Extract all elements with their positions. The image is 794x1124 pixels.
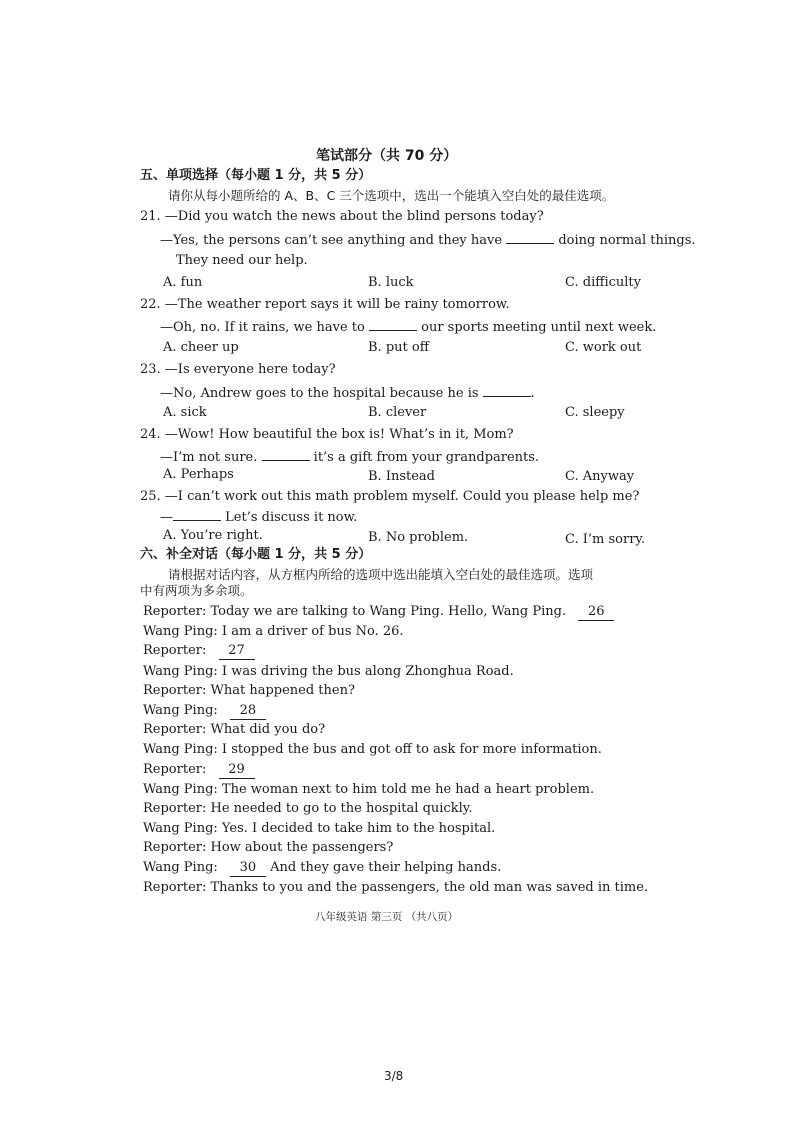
q24-answer-line [160, 448, 539, 466]
section-5-instruction: 请你从每小题所给的 A、B、C 三个选项中，选出一个能填入空白处的最佳选项。 [168, 188, 615, 203]
q22-answer-line [160, 318, 656, 336]
q21-line3: They need our help. [176, 253, 308, 268]
blank-26: 26 [578, 604, 614, 621]
dialogue-text-after: And they gave their helping hands. [270, 860, 502, 875]
q25-stem: 25. —I can’t work out this math problem myself. Could you please help me? [140, 489, 640, 504]
q22-option-b: B. put off [368, 340, 429, 355]
q23-stem: 23. —Is everyone here today? [140, 362, 336, 377]
dialogue-text: Wang Ping: [143, 860, 218, 875]
dialogue-line-7: Reporter: What did you do? [143, 722, 326, 737]
dialogue-line-14 [143, 860, 501, 877]
q23-option-a: A. sick [163, 405, 207, 420]
q22-blank [369, 318, 417, 331]
blank-27: 27 [219, 643, 255, 660]
q22-answer-text: —Oh, no. If it rains, we have to [160, 320, 365, 335]
page-title: 笔试部分（共 70 分） [316, 148, 458, 164]
q24-answer-text-end: it’s a gift from your grandparents. [313, 450, 540, 465]
q23-answer-text-end: . [530, 386, 535, 401]
dialogue-line-5: Reporter: What happened then? [143, 683, 355, 698]
dialogue-line-6 [143, 703, 266, 720]
section-6-instruction-line1: 请根据对话内容，从方框内所给的选项中选出能填入空白处的最佳选项。选项 [168, 567, 594, 582]
dialogue-line-15: Reporter: Thanks to you and the passengers, the old man was saved in time. [143, 880, 649, 895]
dialogue-text: Reporter: [143, 643, 207, 658]
q21-answer-text: —Yes, the persons can’t see anything and they have [160, 233, 503, 248]
dialogue-line-10: Wang Ping: The woman next to him told me he had a heart problem. [143, 782, 595, 797]
q23-answer-text: —No, Andrew goes to the hospital because he is [160, 386, 479, 401]
dialogue-line-8: Wang Ping: I stopped the bus and got off to ask for more information. [143, 742, 602, 757]
q22-stem: 22. —The weather report says it will be rainy tomorrow. [140, 297, 510, 312]
q22-answer-text-end: our sports meeting until next week. [421, 320, 657, 335]
q24-answer-text: —I’m not sure. [160, 450, 258, 465]
q25-option-a: A. You’re right. [163, 528, 263, 543]
section-6-instruction-line2: 中有两项为多余项。 [140, 583, 253, 598]
q23-option-b: B. clever [368, 405, 427, 420]
q22-option-a: A. cheer up [163, 340, 239, 355]
dialogue-text: Wang Ping: [143, 703, 218, 718]
blank-30: 30 [230, 860, 266, 877]
q25-blank [173, 508, 221, 521]
q22-option-c: C. work out [565, 340, 642, 355]
section-6-heading: 六、补全对话（每小题 1 分，共 5 分） [140, 547, 372, 562]
dialogue-line-13: Reporter: How about the passengers? [143, 840, 394, 855]
q24-option-b: B. Instead [368, 469, 435, 484]
dialogue-line-2: Wang Ping: I am a driver of bus No. 26. [143, 624, 404, 639]
q21-stem: 21. —Did you watch the news about the blind persons today? [140, 209, 544, 224]
q25-answer-text: — [160, 510, 173, 525]
q24-option-a: A. Perhaps [163, 467, 234, 482]
dialogue-text: Reporter: Today we are talking to Wang Ping. Hello, Wang Ping. [143, 604, 567, 619]
q23-answer-line [160, 384, 535, 402]
dialogue-line-4: Wang Ping: I was driving the bus along Zhonghua Road. [143, 664, 514, 679]
q23-option-c: C. sleepy [565, 405, 625, 420]
q21-option-c: C. difficulty [565, 275, 642, 290]
q24-option-c: C. Anyway [565, 469, 635, 484]
q21-answer-text-end: doing normal things. [558, 233, 696, 248]
section-5-heading: 五、单项选择（每小题 1 分，共 5 分） [140, 168, 372, 183]
page-footer: 八年级英语 第三页 （共八页） [315, 911, 459, 923]
q25-option-b: B. No problem. [368, 530, 469, 545]
dialogue-line-3 [143, 643, 255, 660]
q21-option-a: A. fun [163, 275, 203, 290]
q23-blank [483, 384, 531, 397]
dialogue-line-1 [143, 604, 614, 621]
q21-answer-line [160, 231, 696, 249]
q25-option-c: C. I’m sorry. [565, 532, 646, 547]
dialogue-line-12: Wang Ping: Yes. I decided to take him to the hospital. [143, 821, 496, 836]
page-number: 3/8 [384, 1069, 404, 1083]
q25-answer-text-end: Let’s discuss it now. [225, 510, 358, 525]
dialogue-line-11: Reporter: He needed to go to the hospital quickly. [143, 801, 473, 816]
q21-option-b: B. luck [368, 275, 414, 290]
q21-blank [506, 231, 554, 244]
dialogue-line-9 [143, 762, 255, 779]
dialogue-text: Reporter: [143, 762, 207, 777]
q24-stem: 24. —Wow! How beautiful the box is! What’s in it, Mom? [140, 427, 514, 442]
q24-blank [262, 448, 310, 461]
blank-28: 28 [230, 703, 266, 720]
q25-answer-line [160, 508, 357, 526]
blank-29: 29 [219, 762, 255, 779]
